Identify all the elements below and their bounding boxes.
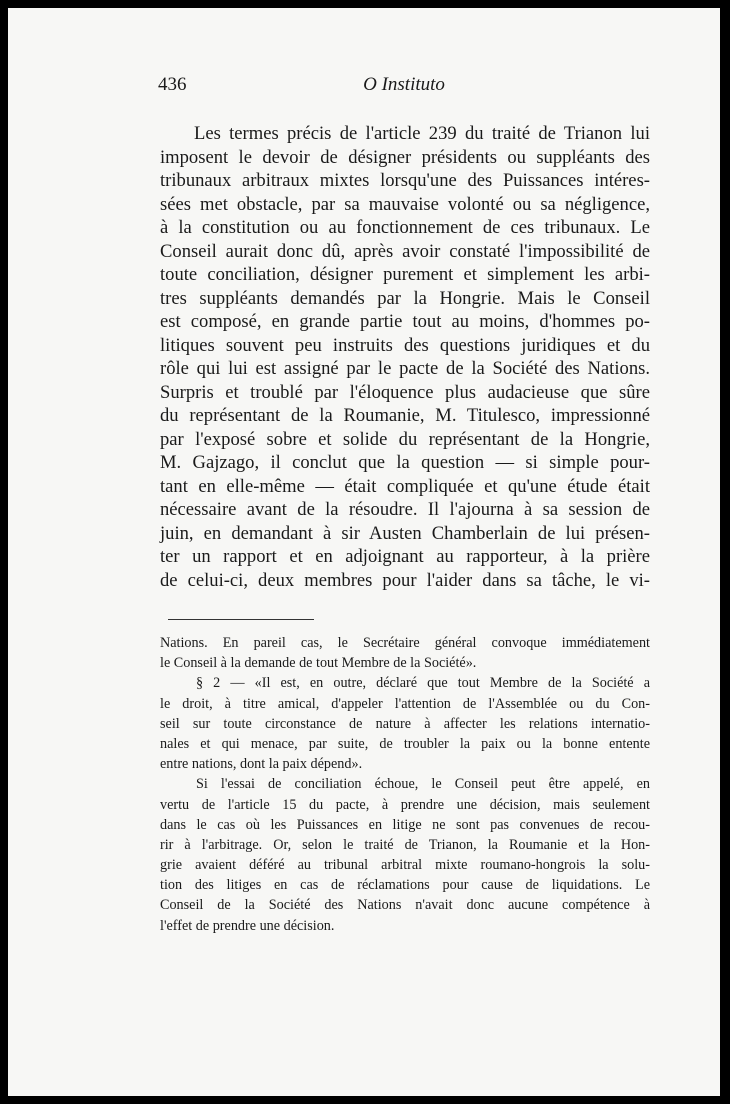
main-text bbox=[160, 122, 650, 592]
text-line: tribunaux arbitraux mixtes lorsqu'une des Puissances intéres- bbox=[160, 170, 650, 191]
footnote-line: entre nations, dont la paix dépend». bbox=[160, 756, 363, 773]
text-line: juin, en demandant à sir Austen Chamberlain de lui présen- bbox=[160, 522, 650, 544]
footnote-line: l'effet de prendre une décision. bbox=[160, 917, 335, 934]
text-line: est composé, en grande partie tout au moins, d'hommes po- bbox=[160, 311, 650, 332]
footnote-line: § 2 — «Il est, en outre, déclaré que tout Membre de la Société a bbox=[196, 675, 650, 692]
footnote-separator bbox=[168, 619, 314, 620]
text-line: tant en elle-même — était compliquée et qu'une étude était bbox=[160, 475, 650, 497]
page-sheet bbox=[8, 8, 720, 1096]
footnote-line: Conseil de la Société des Nations n'avait donc aucune compétence à bbox=[160, 897, 650, 914]
text-line: nécessaire avant de la résoudre. Il l'ajourna à sa session de bbox=[160, 499, 650, 520]
footnote-line: Si l'essai de conciliation échoue, le Conseil peut être appelé, en bbox=[196, 776, 650, 793]
footnotes bbox=[160, 633, 650, 936]
text-line: sées met obstacle, par sa mauvaise volonté ou sa négligence, bbox=[160, 193, 650, 215]
footnote-line: nales et qui menace, par suite, de troubler la paix ou la bonne entente bbox=[160, 735, 650, 752]
text-line: du représentant de la Roumanie, M. Titulesco, impressionné bbox=[160, 405, 650, 426]
footnote-line: rir à l'arbitrage. Or, selon le traité de Trianon, la Roumanie et la Hon- bbox=[160, 836, 650, 853]
text-line: ter un rapport et en adjoignant au rapporteur, à la prière bbox=[160, 546, 650, 567]
text-line: Conseil aurait donc dû, après avoir constaté l'impossibilité de bbox=[160, 240, 650, 262]
text-line: toute conciliation, désigner purement et simplement les arbi- bbox=[160, 264, 650, 285]
footnote-line: Nations. En pareil cas, le Secrétaire général convoque immédiatement bbox=[160, 635, 650, 651]
page-header bbox=[158, 74, 650, 102]
text-line: à la constitution ou au fonctionnement de ces tribunaux. Le bbox=[160, 217, 650, 238]
footnote-line: tion des litiges en cas de réclamations pour cause de liquidations. Le bbox=[160, 877, 650, 894]
text-line: Les termes précis de l'article 239 du traité de Trianon lui bbox=[194, 123, 650, 144]
text-line: tres suppléants demandés par la Hongrie. Mais le Conseil bbox=[160, 287, 650, 309]
page-number: 436 bbox=[158, 74, 187, 95]
text-line: de celui-ci, deux membres pour l'aider dans sa tâche, le vi- bbox=[160, 569, 650, 591]
footnote-line: seil sur toute circonstance de nature à affecter les relations internatio- bbox=[160, 715, 650, 732]
footnote-line: dans le cas où les Puissances en litige ne sont pas convenues de recou- bbox=[160, 816, 650, 833]
running-title: O Instituto bbox=[363, 74, 445, 95]
text-line: par l'exposé sobre et solide du représentant de la Hongrie, bbox=[160, 428, 650, 450]
footnote-line: le droit, à titre amical, d'appeler l'attention de l'Assemblée ou du Con- bbox=[160, 695, 650, 712]
text-line: rôle qui lui est assigné par le pacte de la Société des Nations. bbox=[160, 358, 650, 379]
footnote-line: le Conseil à la demande de tout Membre de la Société». bbox=[160, 655, 477, 672]
text-line: M. Gajzago, il conclut que la question — si simple pour- bbox=[160, 452, 650, 473]
text-line: imposent le devoir de désigner présidents ou suppléants des bbox=[160, 146, 650, 168]
footnote-line: grie avaient déféré au tribunal arbitral mixte roumano-hongrois la solu- bbox=[160, 857, 650, 874]
footnote-line: vertu de l'article 15 du pacte, à prendre une décision, mais seulement bbox=[160, 796, 650, 813]
text-line: litiques souvent peu instruits des questions juridiques et du bbox=[160, 334, 650, 356]
text-line: Surpris et troublé par l'éloquence plus audacieuse que sûre bbox=[160, 381, 650, 403]
